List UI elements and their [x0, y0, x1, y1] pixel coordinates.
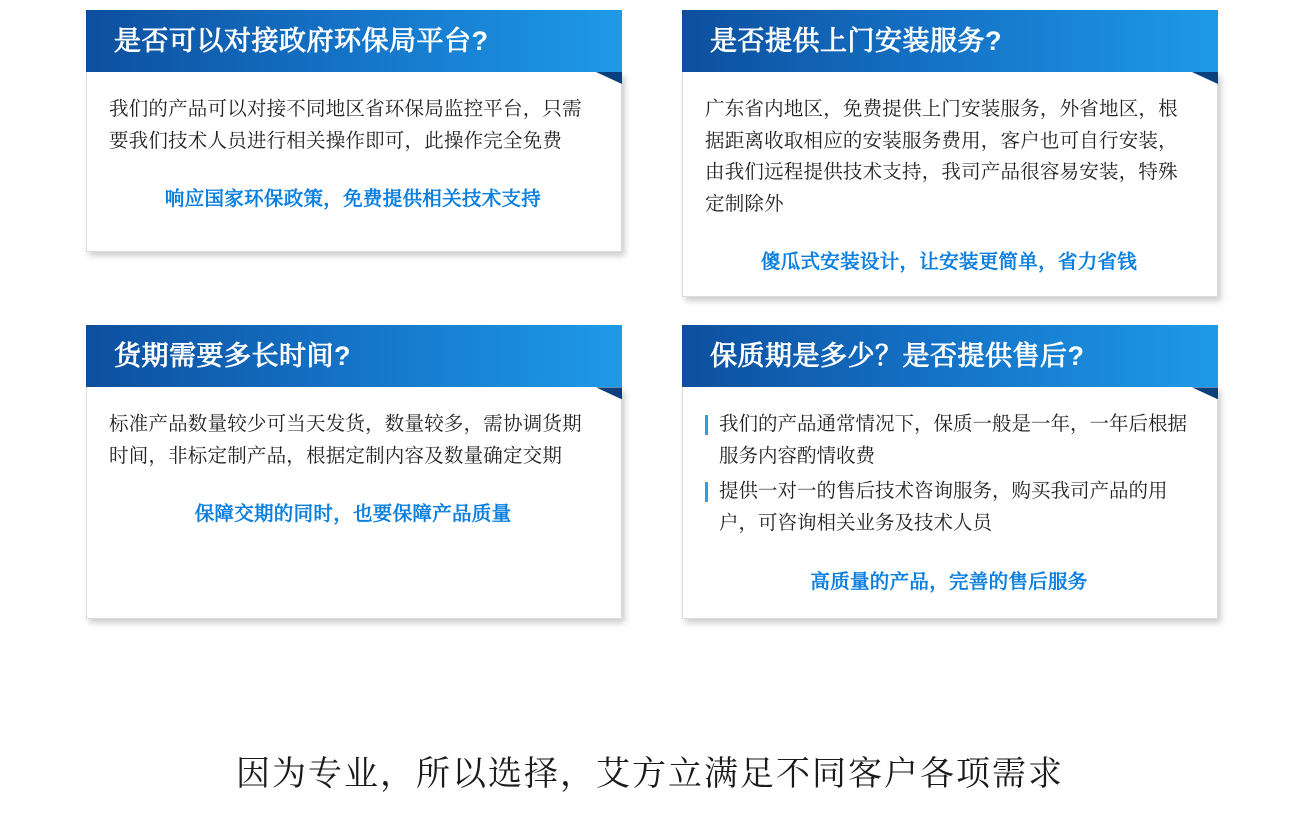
faq-card-body [86, 387, 622, 619]
faq-card-highlight: 高质量的产品，完善的售后服务 [810, 570, 1088, 593]
faq-card-body [682, 72, 1218, 297]
faq-card-bullet-list [705, 409, 1193, 539]
faq-card-grid [86, 10, 1218, 619]
faq-card-header [86, 10, 622, 72]
faq-card [682, 10, 1218, 297]
faq-card [682, 325, 1218, 619]
faq-card-title: 是否提供上门安装服务? [710, 25, 1002, 56]
faq-card-paragraph: 广东省内地区，免费提供上门安装服务，外省地区，根据距离收取相应的安装服务费用，客户也可自行安装，由我们远程提供技术支持，我司产品很容易安装，特殊定制除外 [705, 98, 1178, 215]
faq-card-header [682, 325, 1218, 387]
faq-card-paragraph: 我们的产品可以对接不同地区省环保局监控平台，只需要我们技术人员进行相关操作即可，此操作完全免费 [109, 98, 582, 152]
footer-slogan: 因为专业，所以选择，艾方立满足不同客户各项需求 [236, 755, 1064, 793]
faq-card-header [86, 325, 622, 387]
faq-card-paragraph: 标准产品数量较少可当天发货，数量较多，需协调货期时间，非标定制产品，根据定制内容及数量确定交期 [109, 413, 582, 467]
list-item: 提供一对一的售后技术咨询服务，购买我司产品的用户，可咨询相关业务及技术人员 [705, 476, 1193, 539]
faq-card-title: 保质期是多少？是否提供售后? [710, 340, 1085, 371]
faq-card-body [86, 72, 622, 252]
faq-card-title: 是否可以对接政府环保局平台? [114, 25, 489, 56]
faq-card [86, 10, 622, 297]
faq-card [86, 325, 622, 619]
faq-card-highlight: 响应国家环保政策，免费提供相关技术支持 [164, 188, 542, 211]
faq-card-highlight: 傻瓜式安装设计，让安装更简单，省力省钱 [760, 251, 1138, 274]
faq-card-body [682, 387, 1218, 619]
faq-card-header [682, 10, 1218, 72]
faq-card-highlight: 保障交期的同时，也要保障产品质量 [194, 503, 512, 526]
list-item: 我们的产品通常情况下，保质一般是一年，一年后根据服务内容酌情收费 [705, 409, 1193, 472]
faq-card-title: 货期需要多长时间? [114, 340, 351, 371]
